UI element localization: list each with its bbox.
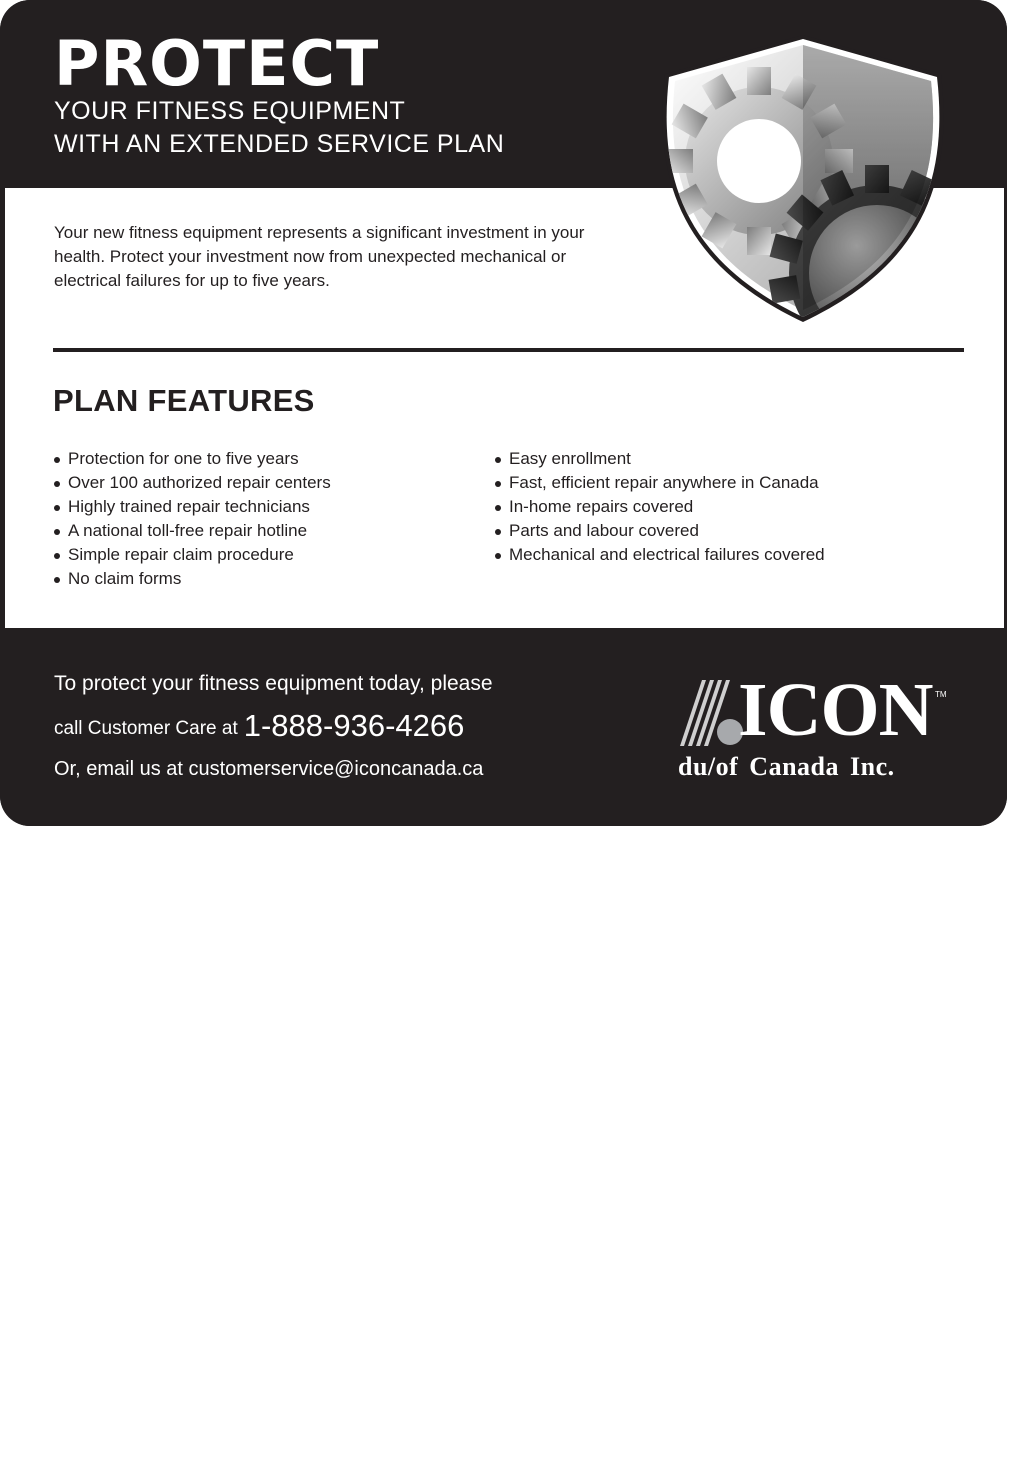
logo-wordmark: ICON [738,668,933,752]
bullet-icon [54,505,60,511]
feature-item: Easy enrollment [494,447,954,471]
feature-item: No claim forms [53,567,473,591]
feature-item: In-home repairs covered [494,495,954,519]
bullet-icon [495,505,501,511]
bullet-icon [54,457,60,463]
feature-item: Protection for one to five years [53,447,473,471]
feature-item: Simple repair claim procedure [53,543,473,567]
bullet-icon [495,529,501,535]
headline: PROTECT [54,27,380,100]
bullet-icon [54,529,60,535]
email-line[interactable]: Or, email us at customerservice@iconcanada.ca [54,758,484,780]
divider [53,348,964,352]
feature-item: Fast, efficient repair anywhere in Canada [494,471,954,495]
feature-item: Mechanical and electrical failures covered [494,543,954,567]
features-list-right [494,447,954,567]
cta-line-1: To protect your fitness equipment today, please [54,672,493,695]
feature-item: Parts and labour covered [494,519,954,543]
feature-item: Highly trained repair technicians [53,495,473,519]
bullet-icon [495,457,501,463]
feature-item: A national toll-free repair hotline [53,519,473,543]
bullet-icon [54,577,60,583]
plan-features-title: PLAN FEATURES [53,383,315,418]
phone-number[interactable]: 1-888-936-4266 [243,708,465,743]
subheadline-line-1: YOUR FITNESS EQUIPMENT [54,97,406,125]
icon-canada-logo [678,668,950,786]
shield-gears-icon [655,33,951,323]
cta-line-2: call Customer Care at 1-888-936-4266 [54,708,465,743]
bullet-icon [54,481,60,487]
bullet-icon [495,481,501,487]
bullet-icon [495,553,501,559]
features-list-left [53,447,473,591]
bullet-icon [54,553,60,559]
logo-subtitle: du/of Canada Inc. [678,752,895,781]
intro-paragraph: Your new fitness equipment represents a significant investment in your health. Protect your investment now from unexpected mechanical or electrical failures for up to five years. [54,223,585,290]
trademark: TM [935,690,947,699]
feature-item: Over 100 authorized repair centers [53,471,473,495]
subheadline-line-2: WITH AN EXTENDED SERVICE PLAN [54,130,505,158]
